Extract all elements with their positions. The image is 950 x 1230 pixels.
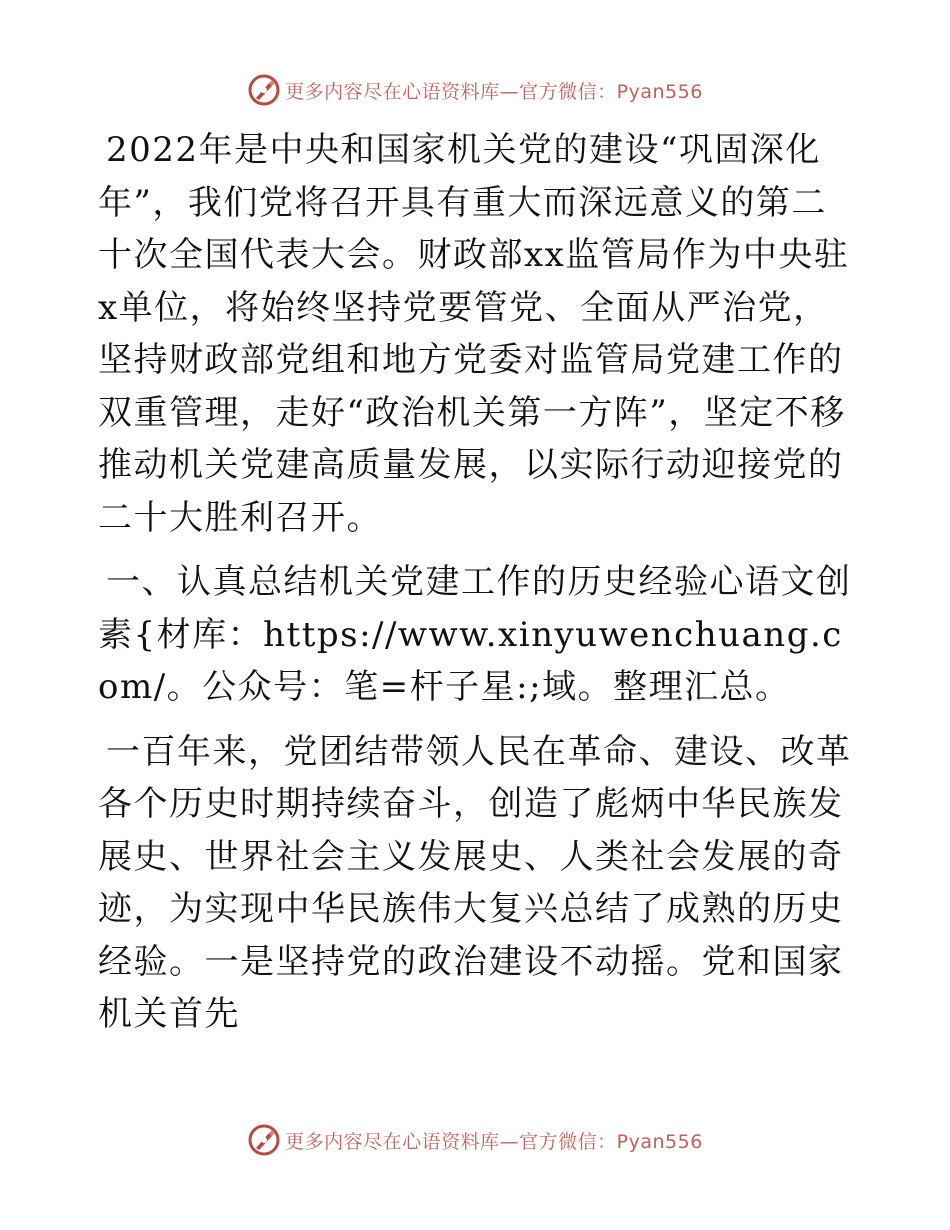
pen-seal-icon bbox=[247, 1123, 281, 1157]
paragraph-section-heading: 一、认真总结机关党建工作的历史经验心语文创素{材库：https://www.xinyuwenchuang.com/。公众号：笔=杆子星:;域。整理汇总。 bbox=[98, 562, 852, 707]
watermark-text: 更多内容尽在心语资料库—官方微信：Pyan556 bbox=[285, 80, 703, 103]
document-body bbox=[98, 124, 858, 1053]
watermark-text: 更多内容尽在心语资料库—官方微信：Pyan556 bbox=[285, 1130, 703, 1153]
header-watermark bbox=[0, 70, 950, 110]
footer-watermark bbox=[0, 1120, 950, 1160]
pen-seal-icon bbox=[247, 73, 281, 107]
paragraph-history: 一百年来，党团结带领人民在革命、建设、改革各个历史时期持续奋斗，创造了彪炳中华民族发展史、世界社会主义发展史、人类社会发展的奇迹，为实现中华民族伟大复兴总结了成熟的历史经验。一是坚持党的政治建设不动摇。党和国家机关首先 bbox=[98, 731, 852, 1034]
paragraph-intro: 2022年是中央和国家机关党的建设“巩固深化年”，我们党将召开具有重大而深远意义的第二十次全国代表大会。财政部xx监管局作为中央驻x单位，将始终坚持党要管党、全面从严治党，坚持财政部党组和地方党委对监管局党建工作的双重管理，走好“政治机关第一方阵”，坚定不移推动机关党建高质量发展，以实际行动迎接党的二十大胜利召开。 bbox=[98, 130, 850, 538]
